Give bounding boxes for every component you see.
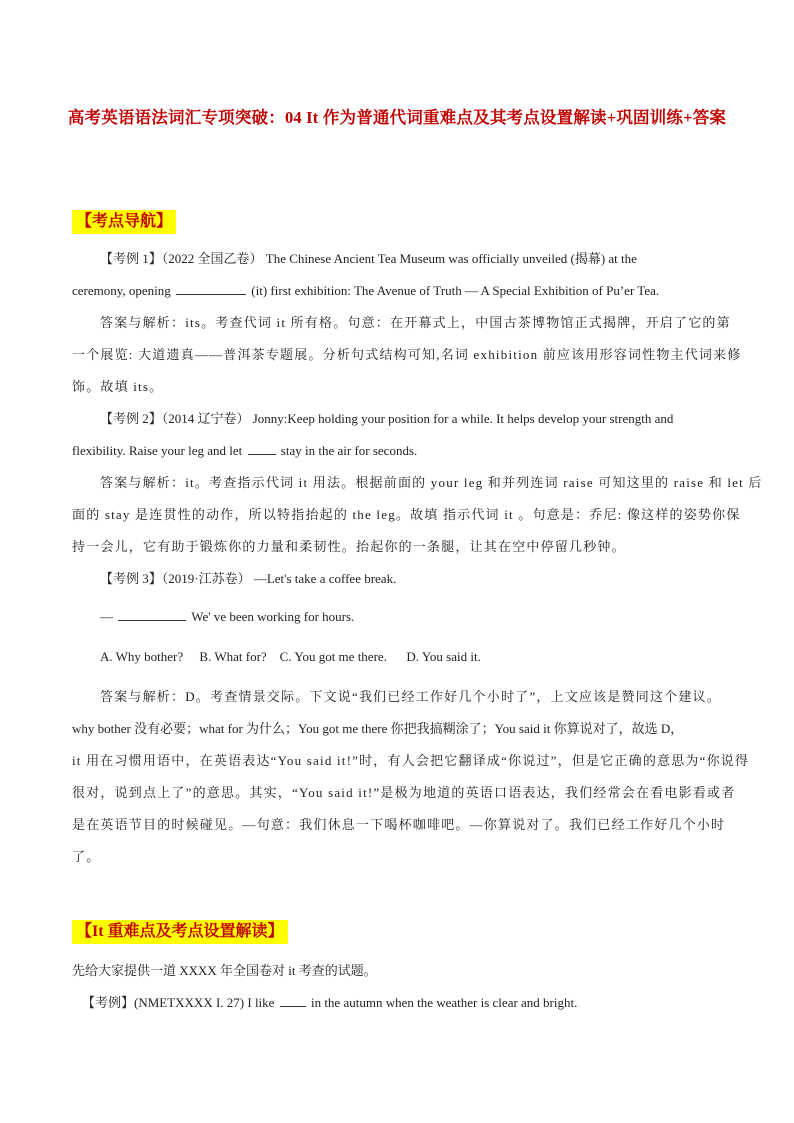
example-2-answer-line-2: 面的 stay 是连贯性的动作，所以特指抬起的 the leg。故填 指示代词 it 。句意是：乔尼: 像这样的姿势你保 [72, 507, 741, 522]
example-3-options: A. Why bother? B. What for? C. You got me there. D. You said it. [100, 649, 481, 664]
example-2-question-line-2: flexibility. Raise your leg and let stay in the air for seconds. [72, 443, 418, 458]
example-3-question-line-1: 【考例 3】（2019·江苏卷） —Let's take a coffee break. [100, 571, 397, 586]
example-3-answer-line-4: 很对，说到点上了”的意思。其实，“You said it!”是极为地道的英语口语表达，我们经常会在看电影看或者 [72, 785, 736, 800]
example-3-question-line-2: — We' ve been working for hours. [100, 609, 355, 624]
example-3-answer-line-5: 是在英语节目的时候碰见。—句意：我们休息一下喝杯咖啡吧。—你算说对了。我们已经工作好几个小时 [72, 817, 726, 832]
example-3-answer-line-1: 答案与解析：D。考查情景交际。下文说“我们已经工作好几个小时了”，上文应该是赞同这个建议。 [100, 689, 721, 704]
section-heading-it-key-points: 【It 重难点及考点设置解读】 [72, 920, 288, 944]
example-2-question-line-1: 【考例 2】（2014 辽宁卷） Jonny:Keep holding your position for a while. It helps develop your strength and [100, 411, 674, 426]
example-1-answer-line-2: 一个展览: 大道遗真——普洱茶专题展。分析句式结构可知,名词 exhibition 前应该用形容词性物主代词来修 [72, 347, 742, 362]
section-heading-exam-navigation: 【考点导航】 [72, 210, 176, 234]
document-title: 高考英语语法词汇专项突破：04 It 作为普通代词重难点及其考点设置解读+巩固训练+答案 [67, 108, 727, 127]
example-3-answer-line-3: it 用在习惯用语中，在英语表达“You said it!”时，有人会把它翻译成“你说过”，但是它正确的意思为“你说得 [72, 753, 750, 768]
example-2-answer-line-3: 持一会儿，它有助于锻炼你的力量和柔韧性。抬起你的一条腿，让其在空中停留几秒钟。 [72, 539, 626, 554]
example-1-answer-line-1: 答案与解析：its。考查代词 it 所有格。句意：在开幕式上，中国古茶博物馆正式揭牌，开启了它的第 [100, 315, 731, 330]
example-1-question-line-2: ceremony, opening (it) first exhibition: The Avenue of Truth — A Special Exhibition of Pu’er Tea. [72, 283, 660, 298]
answer-blank [280, 994, 306, 1007]
example-1-answer-line-3: 饰。故填 its。 [72, 379, 164, 394]
answer-blank [176, 282, 246, 295]
intro-line: 先给大家提供一道 XXXX 年全国卷对 it 考查的试题。 [72, 963, 377, 978]
answer-blank [248, 442, 276, 455]
example-4-question: 【考例】(NMETXXXX I. 27) I like in the autumn when the weather is clear and bright. [82, 995, 578, 1010]
answer-blank [118, 608, 186, 621]
example-1-question-line-1: 【考例 1】（2022 全国乙卷） The Chinese Ancient Tea Museum was officially unveiled (揭幕) at the [100, 251, 637, 266]
example-3-answer-line-2: why bother 没有必要；what for 为什么；You got me there 你把我搞糊涂了；You said it 你算说对了，故选 D， [72, 721, 684, 736]
example-2-answer-line-1: 答案与解析：it。考查指示代词 it 用法。根据前面的 your leg 和并列连词 raise 可知这里的 raise 和 let 后 [100, 475, 763, 490]
example-3-answer-line-6: 了。 [72, 849, 101, 864]
